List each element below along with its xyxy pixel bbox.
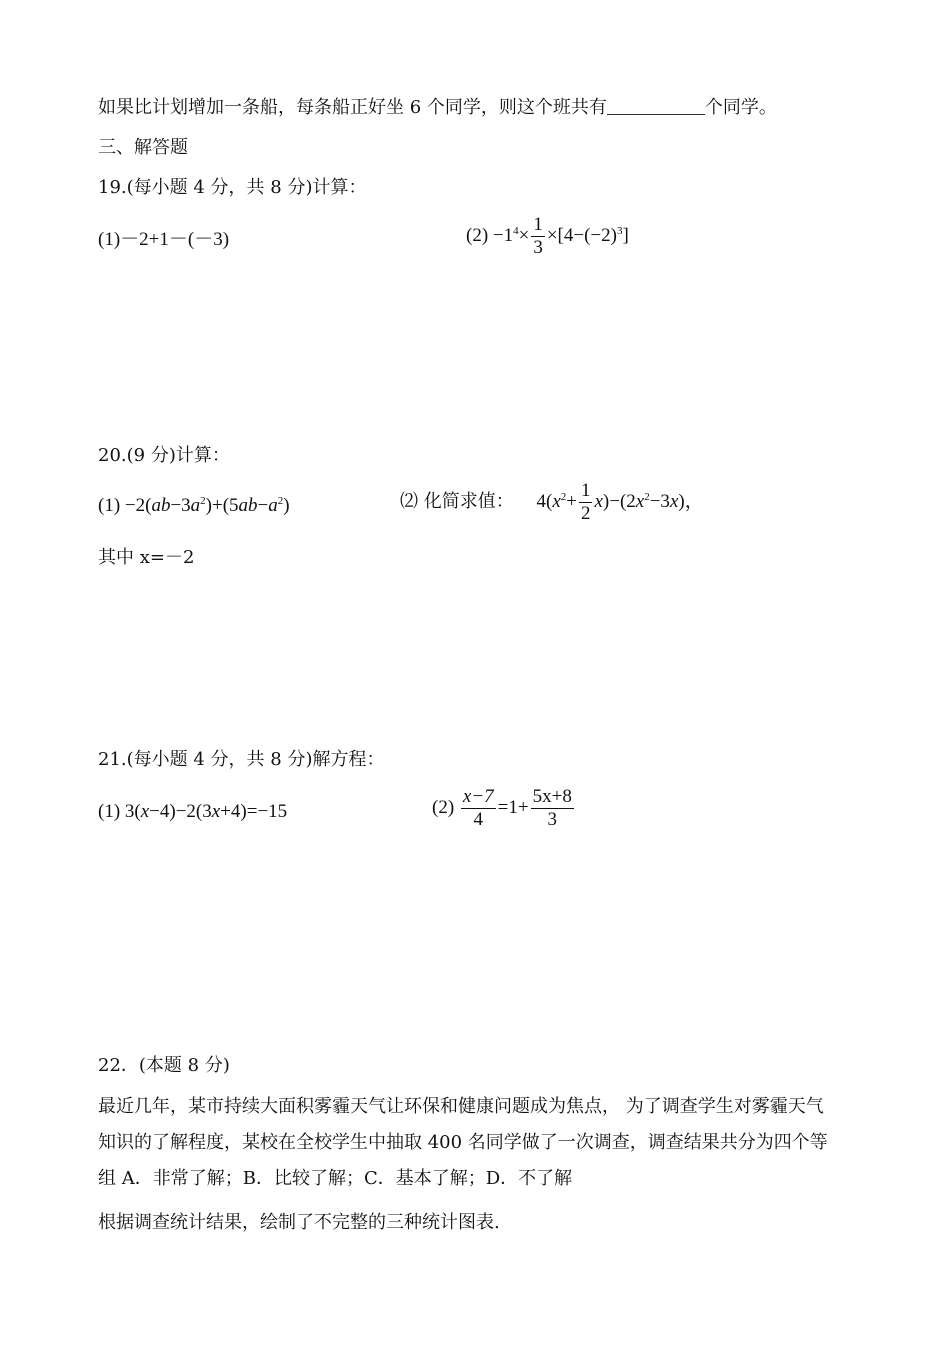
fraction-numerator: x−7 [462, 786, 494, 807]
math-text: 3( [124, 801, 141, 822]
math-var: ab [151, 495, 171, 516]
top-question-line [98, 96, 777, 120]
fraction-denominator: 4 [473, 809, 484, 830]
q19-part2-times: × [518, 224, 530, 246]
math-text: −3 [649, 490, 670, 512]
math-exponent: 2 [644, 490, 650, 503]
section-title: 三、解答题 [98, 137, 188, 158]
q21-part1-label: (1) [98, 801, 121, 822]
q19-part2-close: ] [622, 224, 629, 246]
math-text: −2( [124, 495, 152, 516]
math-text: −4)−2(3 [149, 801, 212, 822]
q19-part2-exponent2: 3 [616, 224, 623, 237]
q21-header: 21.(每小题 4 分，共 8 分)解方程： [98, 749, 385, 770]
math-exponent: 2 [560, 490, 567, 503]
math-var: x [140, 801, 150, 822]
math-text: +4)=−15 [220, 801, 288, 822]
answer-blank[interactable] [607, 96, 705, 115]
math-var: x [552, 490, 561, 512]
q22-line-4: 根据调查统计结果，绘制了不完整的三种统计图表. [98, 1212, 500, 1233]
q20-part1-label: (1) [98, 495, 121, 516]
q19-part2-bracket: ×[4−(−2) [546, 224, 617, 246]
math-var: x [594, 490, 603, 512]
math-var: x [669, 490, 679, 512]
math-text: −3 [170, 495, 191, 516]
math-text: )−(2 [602, 490, 636, 512]
q21-part2-fraction-right [531, 786, 574, 831]
math-var: x [635, 490, 645, 512]
q19-header: 19.(每小题 4 分，共 8 分)计算： [98, 177, 367, 198]
math-exponent: 2 [200, 495, 206, 507]
q19-part2-exponent: 4 [513, 224, 519, 237]
q21-part1 [98, 800, 287, 824]
q20-part2-label: ⑵ 化简求值： [400, 490, 514, 512]
top-line-text-before: 如果比计划增加一条船，每条船正好坐 6 个同学，则这个班共有 [98, 97, 607, 118]
math-text: )+(5 [205, 495, 239, 516]
math-text: − [257, 495, 269, 516]
q20-condition: 其中 x=－2 [98, 547, 195, 568]
math-var: a [268, 495, 278, 516]
q22-line-1: 最近几年，某市持续大面积雾霾天气让环保和健康问题成为焦点， 为了调查学生对雾霾天气 [98, 1096, 824, 1117]
math-var: ab [238, 495, 258, 516]
q22-line-2: 知识的了解程度，某校在全校学生中抽取 400 名同学做了一次调查，调查结果共分为四个等 [98, 1132, 828, 1153]
math-var: x [211, 801, 221, 822]
math-text: =1+ [497, 796, 529, 818]
fraction-denominator: 3 [533, 237, 543, 258]
q19-part2 [466, 214, 629, 259]
fraction-numerator: 1 [580, 480, 591, 501]
math-text: ) [283, 495, 290, 516]
q19-part1: (1)－2+1－(－3) [98, 229, 230, 250]
q19-part2-fraction [531, 214, 545, 259]
q20-part1 [98, 494, 290, 518]
fraction-denominator: 3 [547, 809, 557, 830]
q22-header: 22．(本题 8 分) [98, 1055, 230, 1076]
fraction-denominator: 2 [580, 503, 591, 524]
math-text: + [566, 490, 577, 512]
fraction-numerator: 5x+8 [532, 786, 572, 807]
q21-part2 [432, 786, 576, 831]
fraction-numerator: 1 [533, 214, 543, 235]
math-exponent: 2 [277, 495, 284, 507]
math-text: 4( [536, 490, 553, 512]
math-text: )， [678, 490, 704, 512]
q20-part2 [400, 480, 704, 525]
q19-part2-label: (2) [466, 224, 489, 246]
q21-part2-fraction-left [461, 786, 496, 831]
math-var: a [190, 495, 201, 516]
q19-part2-term: −1 [492, 224, 514, 246]
q21-part2-label: (2) [432, 796, 455, 818]
q20-header: 20.(9 分)计算： [98, 445, 230, 466]
q20-part2-fraction [579, 480, 593, 525]
top-line-text-after: 个同学。 [704, 97, 777, 118]
q22-line-3: 组 A．非常了解；B．比较了解；C．基本了解；D．不了解 [98, 1168, 573, 1189]
